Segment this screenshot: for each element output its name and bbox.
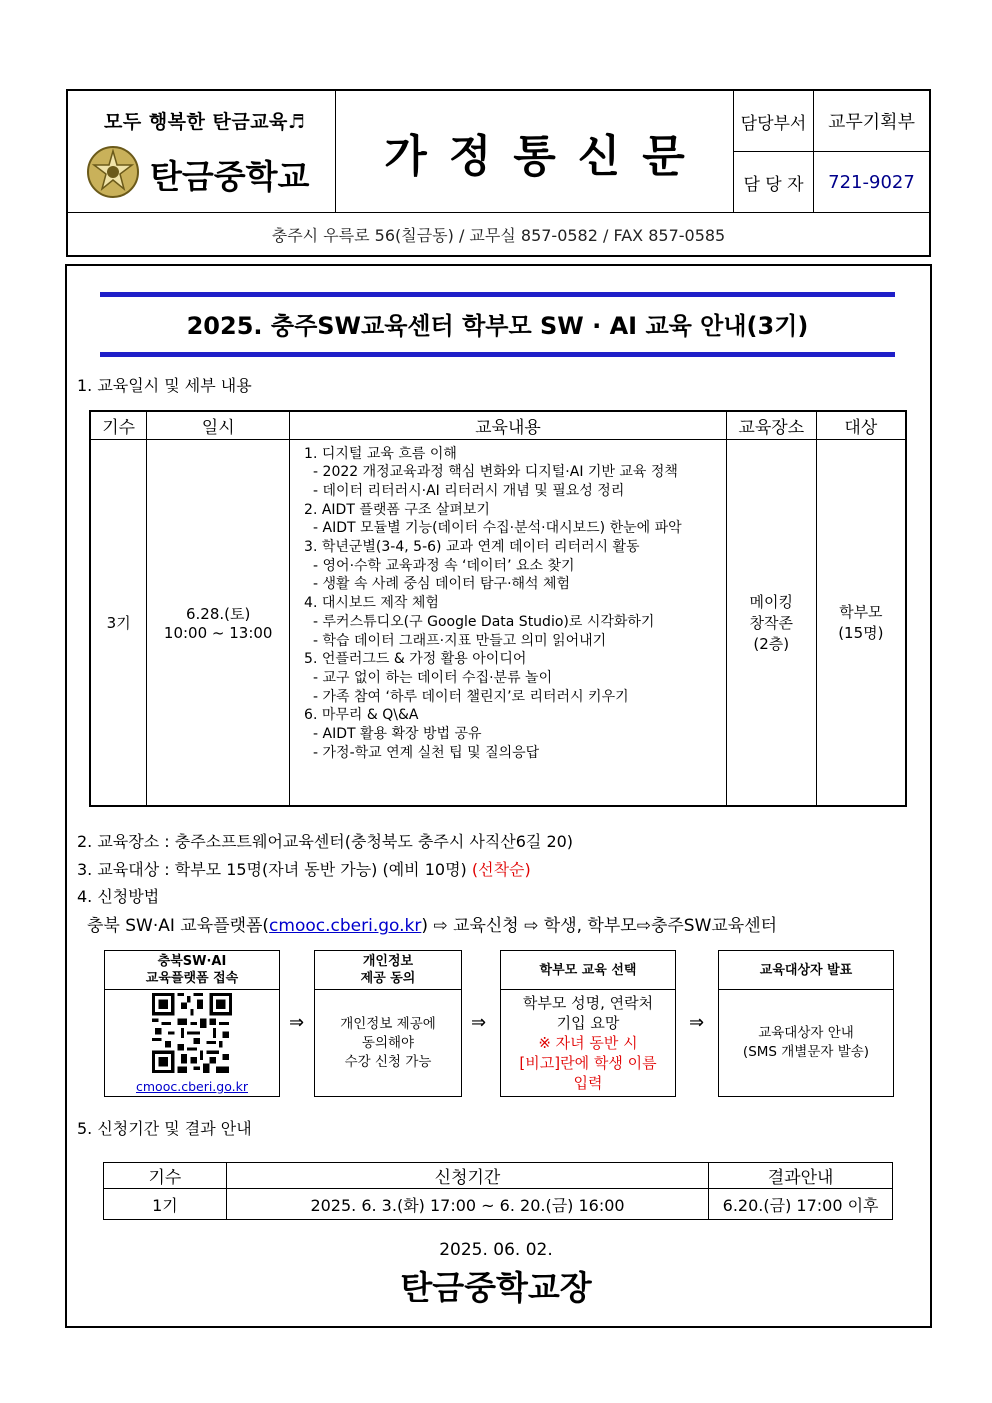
school-slogan: 모두 행복한 탄금교육♬ — [104, 111, 306, 133]
step-body — [105, 990, 279, 1096]
dept-label: 담당부서 — [734, 91, 814, 151]
cell-result: 6.20.(금) 17:00 이후 — [709, 1189, 893, 1220]
table-row — [90, 439, 906, 806]
period-header-row — [104, 1163, 893, 1189]
place-line: 메이킹 — [749, 592, 794, 611]
target-line: (15명) — [838, 624, 884, 643]
letter-header — [66, 89, 931, 257]
document-title: 2025. 충주SW교육센터 학부모 SW · AI 교육 안내(3기) — [186, 312, 809, 340]
content-line: - 루커스튜디오(구 Google Data Studio)로 시각화하기 — [313, 613, 655, 630]
step-body-line: 교육대상자 안내 — [758, 1025, 854, 1041]
flow-arrow-icon: ⇒ — [689, 1012, 705, 1033]
target-line: 학부모 — [839, 603, 883, 622]
contact-info-block — [734, 91, 929, 213]
section2-text: 2. 교육장소 : 충주소프트웨어교육센터(충청북도 충주시 사직산6길 20) — [77, 832, 574, 851]
step-head-line: 개인정보 — [362, 954, 414, 969]
cell-datetime — [147, 439, 290, 806]
cell-place — [726, 439, 816, 806]
cell-term: 1기 — [104, 1189, 227, 1220]
step-head-line: 교육플랫폼 접속 — [145, 971, 239, 986]
step-privacy-consent — [314, 950, 462, 1097]
step-body-line: 기입 요망 — [556, 1014, 620, 1032]
col-result: 결과안내 — [709, 1163, 893, 1189]
step-head — [719, 951, 893, 990]
content-line: 4. 대시보드 제작 체험 — [304, 595, 439, 612]
step-head-line: 학부모 교육 선택 — [539, 962, 637, 978]
step-head-line: 제공 동의 — [360, 971, 416, 986]
step-body-line: 개인정보 제공에 — [340, 1015, 436, 1032]
content-line: - 가족 참여 ‘하루 데이터 챌린지’로 리터러시 키우기 — [313, 688, 629, 705]
content-line: - AIDT 모듈별 기능(데이터 수집·분석·대시보드) 한눈에 파악 — [313, 520, 682, 537]
schedule-table — [89, 410, 907, 807]
header-top-row — [68, 91, 929, 213]
place-line: 창작존 — [749, 613, 794, 632]
schedule-header-row — [90, 411, 906, 439]
cell-target — [816, 439, 906, 806]
school-block — [68, 91, 336, 213]
letter-title: 가정통신문 — [336, 91, 734, 213]
content-line: 6. 마무리 & Q\&A — [304, 707, 419, 724]
content-line: - 생활 속 사례 중심 데이터 탐구·해석 체험 — [313, 576, 571, 593]
section4-heading: 4. 신청방법 — [77, 887, 160, 906]
section3-main: 3. 교육대상 : 학부모 15명(자녀 동반 가능) (예비 10명) — [77, 860, 472, 879]
step-note-line: [비고]란에 학생 이름 — [519, 1054, 657, 1072]
col-place: 교육장소 — [726, 411, 816, 439]
step-body — [315, 990, 461, 1096]
step-body-line: 수강 신청 가능 — [344, 1053, 432, 1070]
cell-term: 3기 — [90, 439, 147, 806]
step-note-line: 입력 — [573, 1074, 603, 1092]
step-body-line: 학부모 성명, 연락처 — [522, 994, 654, 1012]
cell-period: 2025. 6. 3.(화) 17:00 ~ 6. 20.(금) 16:00 — [226, 1189, 708, 1220]
content-line: 3. 학년군별(3-4, 5-6) 교과 연계 데이터 리터러시 활동 — [304, 539, 640, 556]
flow-arrow-icon: ⇒ — [471, 1012, 487, 1033]
place-line: (2층) — [753, 634, 790, 653]
dept-row — [734, 91, 929, 152]
col-datetime: 일시 — [147, 411, 290, 439]
application-path — [87, 911, 777, 936]
col-period: 신청기간 — [226, 1163, 708, 1189]
title-rule-top — [100, 292, 895, 297]
section1-heading: 1. 교육일시 및 세부 내용 — [77, 376, 252, 395]
col-target: 대상 — [816, 411, 906, 439]
cell-content — [290, 439, 727, 806]
col-content: 교육내용 — [290, 411, 727, 439]
contact-phone: 721-9027 — [828, 172, 915, 193]
cell-date: 6.28.(토) — [186, 604, 251, 623]
step-body — [719, 990, 893, 1096]
content-line: - 2022 개정교육과정 핵심 변화와 디지털·AI 기반 교육 정책 — [313, 464, 678, 481]
qr-link[interactable]: cmooc.cberi.go.kr — [136, 1078, 248, 1094]
content-line: 5. 언플러그드 & 가정 활용 아이디어 — [304, 651, 527, 668]
path-prefix: 충북 SW·AI 교육플랫폼( — [87, 916, 270, 936]
school-name: 탄금중학교 — [150, 157, 310, 196]
step-head — [105, 951, 279, 990]
step-platform-access — [104, 950, 280, 1097]
document-title-block — [100, 292, 895, 358]
issue-date: 2025. 06. 02. — [439, 1240, 553, 1260]
col-term: 기수 — [90, 411, 147, 439]
flow-arrow-icon: ⇒ — [289, 1012, 305, 1033]
step-head-line: 교육대상자 발표 — [759, 962, 853, 978]
step-select-course — [500, 950, 676, 1097]
qr-code-icon[interactable] — [152, 993, 232, 1073]
table-row — [104, 1189, 893, 1220]
content-line: 1. 디지털 교육 흐름 이해 — [304, 445, 457, 462]
school-emblem-icon — [86, 145, 140, 199]
content-line: - AIDT 활용 확장 방법 공유 — [313, 726, 482, 743]
col-term: 기수 — [104, 1163, 227, 1189]
step-announcement — [718, 950, 894, 1097]
section5-heading: 5. 신청기간 및 결과 안내 — [77, 1119, 252, 1138]
content-line: - 학습 데이터 그래프·지표 만들고 의미 읽어내기 — [313, 632, 607, 649]
step-head — [315, 951, 461, 990]
step-body-line: 동의해야 — [361, 1034, 415, 1051]
dept-value: 교무기획부 — [828, 112, 915, 133]
step-note-line: ※ 자녀 동반 시 — [538, 1034, 638, 1052]
content-line: - 가정-학교 연계 실천 팁 및 질의응답 — [313, 744, 540, 761]
contact-row — [734, 152, 929, 213]
step-body — [501, 990, 675, 1096]
content-line: - 영어·수학 교육과정 속 ‘데이터’ 요소 찾기 — [313, 557, 575, 574]
school-address: 충주시 우륵로 56(칠금동) / 교무실 857-0582 / FAX 857-0585 — [271, 225, 726, 245]
principal-signature: 탄금중학교장 — [400, 1268, 592, 1307]
first-come-badge: (선착순) — [471, 860, 531, 879]
path-suffix: ) ⇨ 교육신청 ⇨ 학생, 학부모⇨충주SW교육센터 — [421, 916, 778, 936]
step-head — [501, 951, 675, 990]
title-rule-bottom — [100, 352, 895, 357]
platform-link[interactable]: cmooc.cberi.go.kr — [269, 916, 422, 936]
step-head-line: 충북SW·AI — [157, 954, 227, 969]
step-body-line: (SMS 개별문자 발송) — [742, 1044, 870, 1060]
content-line: - 교구 없이 하는 데이터 수집·분류 놀이 — [313, 669, 553, 686]
content-line: 2. AIDT 플랫폼 구조 살펴보기 — [304, 501, 490, 518]
contact-label: 담 당 자 — [734, 152, 814, 213]
section3-text — [77, 857, 531, 880]
cell-time: 10:00 ~ 13:00 — [163, 623, 273, 642]
content-line: - 데이터 리터러시·AI 리터러시 개념 및 필요성 정리 — [313, 482, 625, 499]
application-period-table — [103, 1162, 893, 1220]
